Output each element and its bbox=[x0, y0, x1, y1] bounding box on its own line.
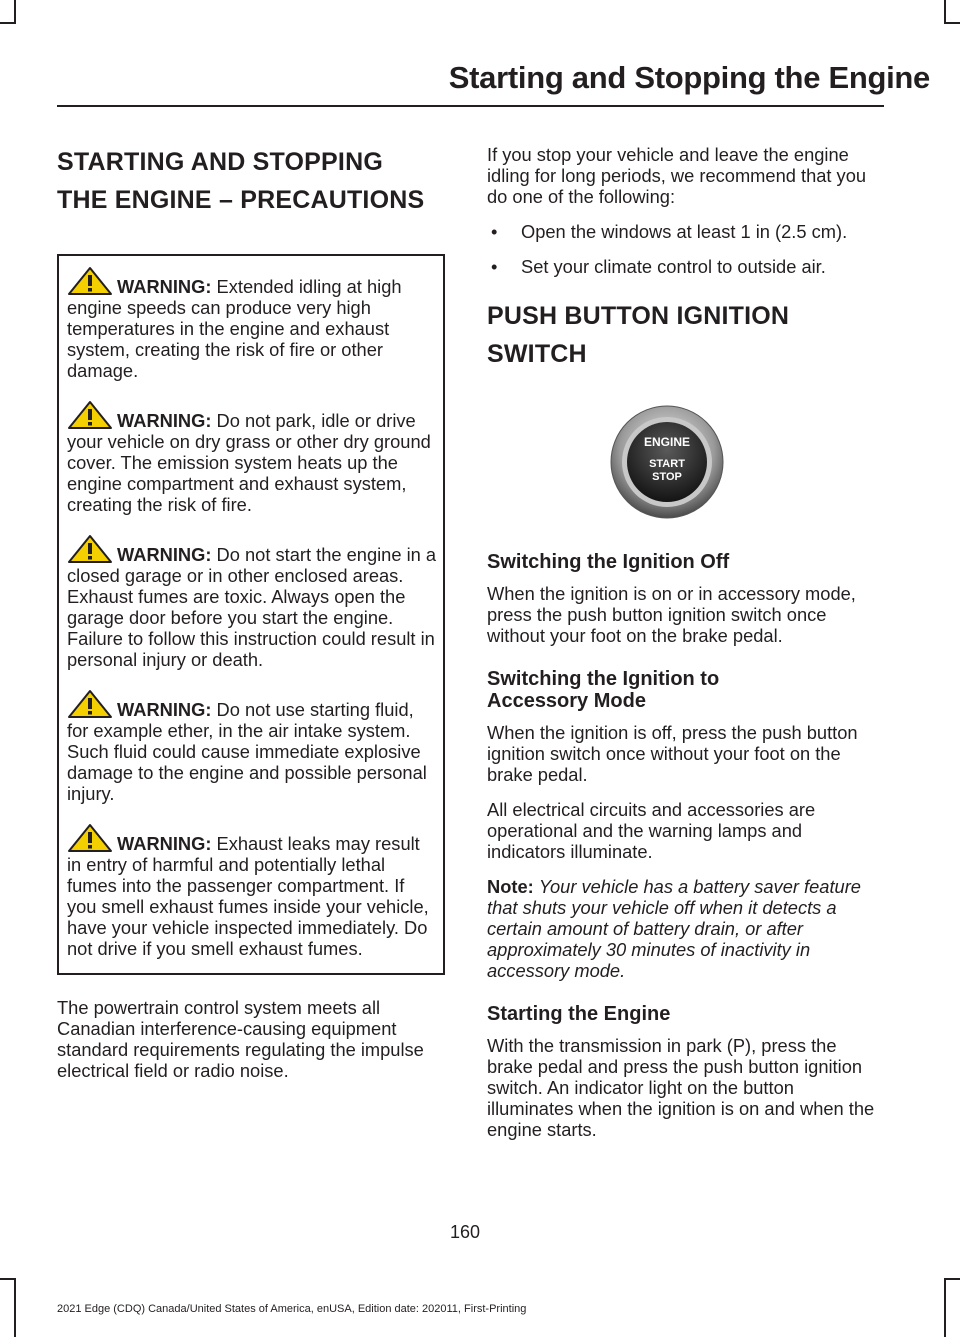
idling-list bbox=[487, 221, 881, 277]
section-title-precautions: STARTING AND STOPPING THE ENGINE – PRECAUTIONS bbox=[57, 148, 425, 214]
warning-item: WARNING: Do not start the engine in a closed garage or in other enclosed areas. Exhaust fumes are toxic. Always open the garage door before you start the engine. Failure to follow this instruction could result in personal injury or death. bbox=[67, 534, 437, 670]
page-footer: 2021 Edge (CDQ) Canada/United States of America, enUSA, Edition date: 202011, First-Printing bbox=[57, 1303, 527, 1315]
left-column bbox=[57, 143, 445, 1095]
warning-triangle-icon bbox=[67, 534, 113, 564]
warning-triangle-icon bbox=[67, 823, 113, 853]
crop-mark bbox=[14, 1278, 16, 1337]
starting-engine-text: With the transmission in park (P), press the brake pedal and press the push button ignition switch. An indicator light on the button illuminates when the ignition is on and when the engine starts. bbox=[487, 1035, 875, 1140]
warning-item: WARNING: Exhaust leaks may result in entry of harmful and potentially lethal fumes into the passenger compartment. If you smell exhaust fumes inside your vehicle, have your vehicle inspected immediately. Do not drive if you smell exhaust fumes. bbox=[67, 823, 437, 959]
crop-mark bbox=[0, 22, 16, 24]
list-item: • Set your climate control to outside air. bbox=[491, 256, 826, 277]
warning-triangle-icon bbox=[67, 400, 113, 430]
accessory-mode-circuits-text: All electrical circuits and accessories are operational and the warning lamps and indicators illuminate. bbox=[487, 799, 816, 862]
subheading-starting-engine: Starting the Engine bbox=[487, 1003, 671, 1025]
right-column bbox=[487, 144, 881, 1154]
warning-item: WARNING: Extended idling at high engine speeds can produce very high temperatures in the engine and exhaust system, creating the risk of fire or other damage. bbox=[67, 266, 437, 381]
warning-triangle-icon bbox=[67, 266, 113, 296]
header-divider bbox=[57, 105, 884, 107]
ignition-off-text: When the ignition is on or in accessory mode, press the push button ignition switch once without your foot on the brake pedal. bbox=[487, 583, 856, 646]
crop-mark bbox=[944, 1278, 946, 1337]
subheading-accessory-mode: Switching the Ignition to Accessory Mode bbox=[487, 668, 720, 712]
warning-item: WARNING: Do not park, idle or drive your vehicle on dry grass or other dry ground cover. The emission system heats up the engine compartment and exhaust system, creating the risk of fire. bbox=[67, 400, 437, 515]
page-header-title: Starting and Stopping the Engine bbox=[448, 60, 930, 95]
subheading-ignition-off: Switching the Ignition Off bbox=[487, 551, 730, 573]
warning-box bbox=[57, 254, 445, 975]
bullet-icon: • bbox=[491, 221, 498, 242]
button-label-engine: ENGINE bbox=[643, 435, 691, 449]
crop-mark bbox=[944, 22, 960, 24]
section-title-push-button: PUSH BUTTON IGNITION SWITCH bbox=[487, 302, 790, 368]
battery-saver-note: Note: Your vehicle has a battery saver feature that shuts your vehicle off when it detects a certain amount of battery drain, or after approximately 30 minutes of inactivity in accessory mode. bbox=[487, 876, 861, 981]
crop-mark bbox=[944, 1278, 960, 1280]
warning-triangle-icon bbox=[67, 689, 113, 719]
engine-start-stop-button-image bbox=[600, 403, 734, 521]
button-label-stop: STOP bbox=[652, 471, 682, 483]
accessory-mode-text: When the ignition is off, press the push button ignition switch once without your foot on the brake pedal. bbox=[487, 722, 858, 785]
crop-mark bbox=[944, 0, 946, 24]
crop-mark bbox=[0, 1278, 16, 1280]
button-label-start: START bbox=[649, 458, 685, 470]
list-item: • Open the windows at least 1 in (2.5 cm). bbox=[491, 221, 848, 242]
warning-item: WARNING: Do not use starting fluid, for example ether, in the air intake system. Such fluid could cause immediate explosive damage to the engine and possible personal injury. bbox=[67, 689, 437, 804]
bullet-icon: • bbox=[491, 256, 498, 277]
crop-mark bbox=[14, 0, 16, 24]
idling-intro: If you stop your vehicle and leave the engine idling for long periods, we recommend that you do one of the following: bbox=[487, 144, 867, 207]
page-number: 160 bbox=[449, 1222, 481, 1242]
powertrain-paragraph: The powertrain control system meets all Canadian interference-causing equipment standard requirements regulating the impulse electrical field or radio noise. bbox=[57, 997, 424, 1081]
